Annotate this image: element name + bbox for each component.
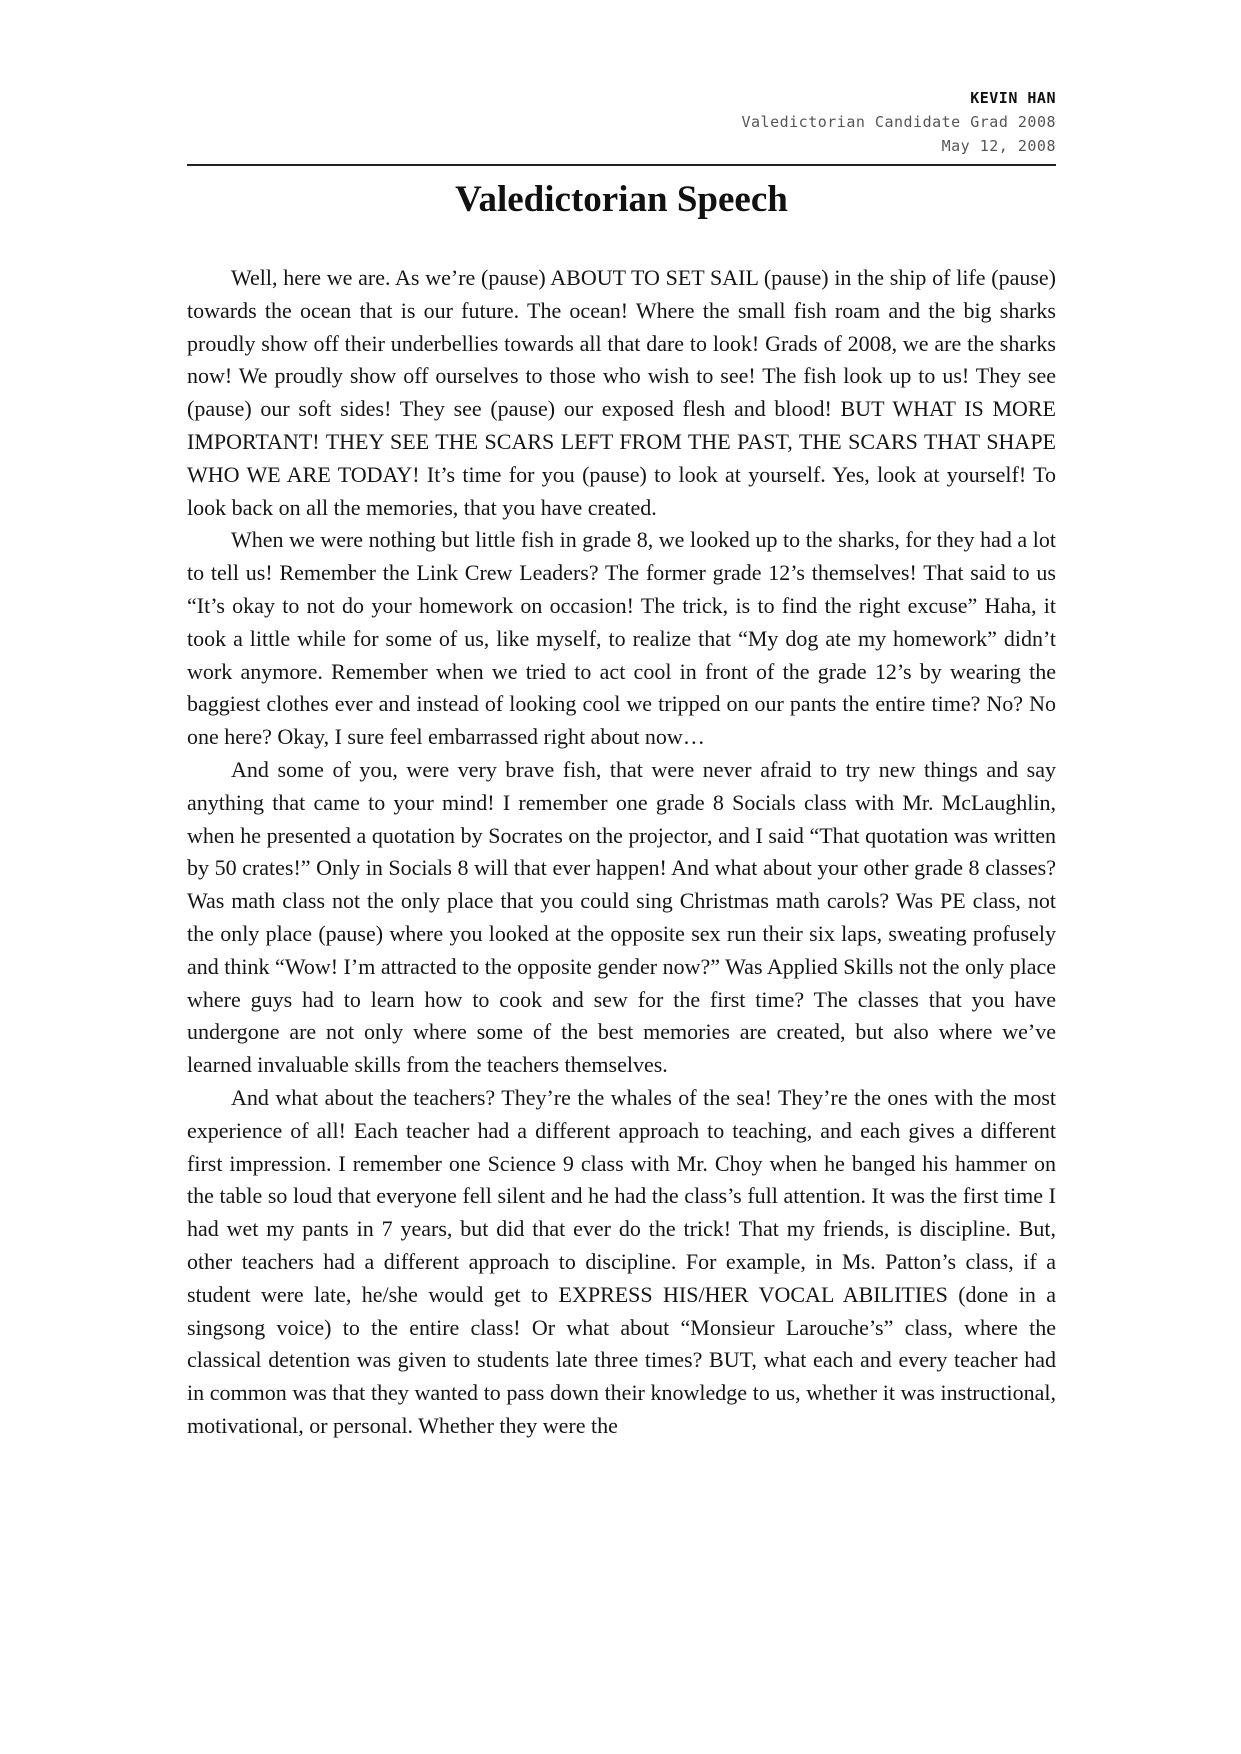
header-divider bbox=[187, 164, 1056, 166]
author-name: KEVIN HAN bbox=[970, 89, 1056, 107]
speech-paragraph: Well, here we are. As we’re (pause) ABOUT TO SET SAIL (pause) in the ship of life (pause) towards the ocean that is our future. The ocean! Where the small fish roam and the big sharks proudly show off their underbellies towards all that dare to look! Grads of 2008, we are the sharks now! We proudly show off ourselves to those who wish to see! The fish look up to us! They see (pause) our soft sides! They see (pause) our exposed flesh and blood! BUT WHAT IS MORE IMPORTANT! THEY SEE THE SCARS LEFT FROM THE PAST, THE SCARS THAT SHAPE WHO WE ARE TODAY! It’s time for you (pause) to look at yourself. Yes, look at yourself! To look back on all the memories, that you have created. bbox=[187, 265, 1056, 520]
speech-paragraph: And what about the teachers? They’re the whales of the sea! They’re the ones with the most experience of all! Each teacher had a different approach to teaching, and each gives a different first impression. I remember one Science 9 class with Mr. Choy when he banged his hammer on the table so loud that everyone fell silent and he had the class’s full attention. It was the first time I had wet my pants in 7 years, but did that ever do the trick! That my friends, is discipline. But, other teachers had a different approach to discipline. For example, in Ms. Patton’s class, if a student were late, he/she would get to EXPRESS HIS/HER VOCAL ABILITIES (done in a singsong voice) to the entire class! Or what about “Monsieur Larouche’s” class, where the classical detention was given to students late three times? BUT, what each and every teacher had in common was that they wanted to pass down their knowledge to us, whether it was instructional, motivational, or personal. Whether they were the bbox=[187, 1084, 1056, 1438]
speech-paragraph: And some of you, were very brave fish, that were never afraid to try new things and say anything that came to your mind! I remember one grade 8 Socials class with Mr. McLaughlin, when he presented a quotation by Socrates on the projector, and I said “That quotation was written by 50 crates!” Only in Socials 8 will that ever happen! And what about your other grade 8 classes? Was math class not the only place that you could sing Christmas math carols? Was PE class, not the only place (pause) where you looked at the opposite sex run their six laps, sweating profusely and think “Wow! I’m attracted to the opposite gender now?” Was Applied Skills not the only place where guys had to learn how to cook and sew for the first time? The classes that you have undergone are not only where some of the best memories are created, but also where we’ve learned invaluable skills from the teachers themselves. bbox=[187, 756, 1056, 1078]
speech-body bbox=[187, 262, 1056, 1443]
document-header bbox=[187, 86, 1056, 158]
document-date: May 12, 2008 bbox=[941, 137, 1056, 155]
document-title: Valedictorian Speech bbox=[455, 179, 788, 220]
speech-paragraph: When we were nothing but little fish in grade 8, we looked up to the sharks, for they had a lot to tell us! Remember the Link Crew Leaders? The former grade 12’s themselves! That said to us “It’s okay to not do your homework on occasion! The trick, is to find the right excuse” Haha, it took a little while for some of us, like myself, to realize that “My dog ate my homework” didn’t work anymore. Remember when we tried to act cool in front of the grade 12’s by wearing the baggiest clothes ever and instead of looking cool we tripped on our pants the entire time? No? No one here? Okay, I sure feel embarrassed right about now… bbox=[187, 527, 1056, 750]
author-role: Valedictorian Candidate Grad 2008 bbox=[741, 113, 1056, 131]
